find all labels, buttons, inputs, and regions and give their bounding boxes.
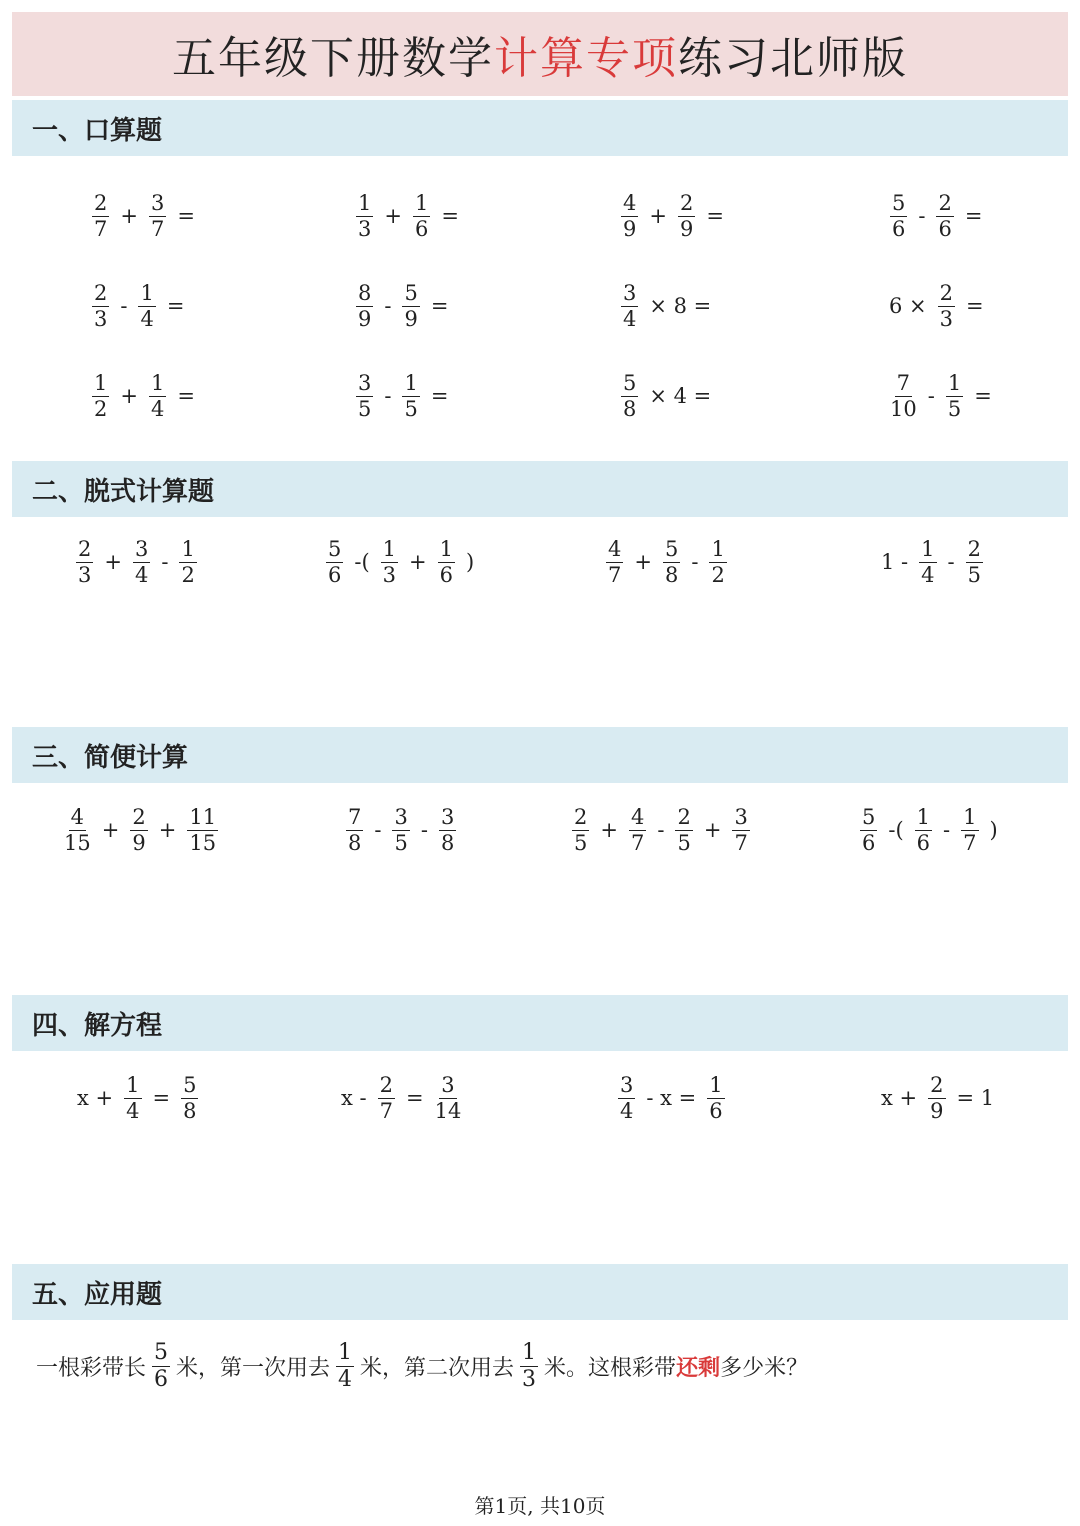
fraction-numerator: 8: [358, 280, 372, 305]
operator: =: [966, 294, 984, 318]
fraction-denominator: 3: [358, 216, 372, 241]
operator: -: [374, 818, 382, 842]
fraction: [378, 1072, 395, 1123]
operator: -: [420, 818, 428, 842]
fraction-denominator: 2: [711, 562, 725, 587]
problem-row: [0, 800, 1080, 860]
operator: × 8 =: [649, 294, 712, 318]
fraction: [356, 370, 373, 421]
fraction: [356, 280, 373, 331]
math-expression: [86, 276, 189, 336]
fraction-denominator: 10: [890, 396, 917, 421]
fraction-numerator: 7: [348, 804, 362, 829]
fraction-numerator: 2: [132, 804, 146, 829]
fraction: [946, 370, 963, 421]
fraction-numerator: 3: [620, 1072, 634, 1097]
operator: =: [430, 384, 449, 408]
fraction: [124, 1072, 141, 1123]
operator: =: [430, 294, 449, 318]
fraction: [961, 804, 978, 855]
operator: +: [384, 204, 402, 228]
fraction-numerator: 4: [70, 804, 85, 829]
problem-text: 米，第一次用去: [176, 1355, 331, 1381]
problem-text: 一根彩带长: [36, 1355, 147, 1381]
operator: -: [927, 384, 935, 408]
operator: × 4 =: [649, 384, 712, 408]
fraction-numerator: 1: [522, 1339, 537, 1365]
fraction: [890, 370, 917, 421]
fraction-denominator: 7: [608, 562, 622, 587]
fraction-denominator: 15: [64, 830, 91, 855]
fraction: [133, 536, 150, 587]
fraction-numerator: 3: [150, 190, 165, 215]
section-header-step: 二、脱式计算题: [12, 461, 1068, 517]
fraction-denominator: 8: [348, 830, 362, 855]
fraction-denominator: 8: [183, 1098, 197, 1123]
math-expression: [612, 1068, 731, 1128]
fraction: [92, 190, 109, 241]
fraction-numerator: 3: [134, 536, 149, 561]
operator: +: [703, 818, 722, 842]
fraction-denominator: 4: [921, 562, 935, 587]
math-expression: [336, 1068, 467, 1128]
fraction-numerator: 5: [623, 370, 637, 395]
fraction-denominator: 7: [94, 216, 108, 241]
fraction-denominator: 5: [574, 830, 588, 855]
operator: -: [691, 550, 699, 574]
operator: -: [161, 550, 169, 574]
fraction: [149, 370, 166, 421]
fraction: [392, 804, 409, 855]
math-expression: [350, 366, 453, 426]
fraction-denominator: 4: [623, 306, 637, 331]
operator: =: [706, 204, 724, 228]
operator: =: [152, 1086, 171, 1110]
fraction: [336, 1339, 354, 1392]
fraction-numerator: 2: [677, 804, 691, 829]
fraction-denominator: 6: [439, 562, 454, 587]
fraction-denominator: 9: [404, 306, 418, 331]
fraction: [860, 804, 877, 855]
math-expression: [615, 366, 716, 426]
math-expression: [340, 800, 462, 860]
fraction-numerator: 3: [440, 804, 455, 829]
operator: 1 -: [881, 550, 909, 574]
fraction: [520, 1339, 538, 1392]
fraction: [439, 804, 456, 855]
fraction: [890, 190, 907, 241]
operator: =: [177, 204, 195, 228]
fraction: [92, 370, 109, 421]
fraction-denominator: 5: [967, 562, 981, 587]
operator: -: [943, 818, 951, 842]
fraction: [181, 1072, 198, 1123]
fraction-numerator: 3: [358, 370, 372, 395]
title-part-1: 五年级下册数学: [172, 33, 494, 84]
math-expression: [70, 532, 203, 592]
fraction-denominator: 6: [892, 216, 906, 241]
math-expression: [600, 532, 733, 592]
fraction: [413, 190, 430, 241]
fraction-numerator: 1: [439, 536, 454, 561]
fraction-denominator: 8: [664, 562, 679, 587]
fraction-numerator: 1: [963, 804, 977, 829]
fraction: [356, 190, 373, 241]
operator: +: [120, 384, 138, 408]
math-expression: [884, 186, 987, 246]
operator: +: [409, 550, 427, 574]
fraction-numerator: 2: [78, 536, 92, 561]
fraction: [130, 804, 147, 855]
problem-text: 米，第二次用去: [360, 1355, 515, 1381]
math-expression: [58, 800, 224, 860]
fraction: [938, 280, 955, 331]
fraction-numerator: 5: [154, 1339, 169, 1365]
fraction-denominator: 6: [154, 1366, 169, 1392]
operator: -: [120, 294, 128, 318]
fraction: [915, 804, 932, 855]
fraction: [179, 536, 196, 587]
problem-text: 米。这根彩带: [544, 1355, 677, 1381]
operator: -: [947, 550, 955, 574]
fraction-denominator: 6: [916, 830, 931, 855]
math-expression: [86, 366, 200, 426]
fraction-numerator: 2: [679, 190, 694, 215]
operator: 6 ×: [889, 294, 927, 318]
fraction-denominator: 3: [78, 562, 92, 587]
fraction-numerator: 5: [862, 804, 876, 829]
fraction-numerator: 5: [328, 536, 342, 561]
fraction: [919, 536, 936, 587]
operator: -(: [354, 550, 370, 574]
fraction-denominator: 9: [358, 306, 372, 331]
fraction-numerator: 3: [394, 804, 408, 829]
fraction-numerator: 1: [414, 190, 429, 215]
fraction-numerator: 1: [150, 370, 165, 395]
fraction-numerator: 11: [189, 804, 217, 829]
operator: =: [406, 1086, 424, 1110]
fraction: [138, 280, 155, 331]
operator: +: [158, 818, 177, 842]
fraction-numerator: 4: [630, 804, 645, 829]
operator: +: [600, 818, 618, 842]
fraction: [606, 536, 623, 587]
fraction-numerator: 1: [338, 1339, 353, 1365]
fraction-denominator: 3: [94, 306, 108, 331]
fraction-numerator: 3: [441, 1072, 455, 1097]
fraction: [402, 280, 419, 331]
title-part-3: 练习北师版: [678, 33, 908, 84]
fraction-numerator: 1: [711, 536, 725, 561]
section-header-simple: 三、简便计算: [12, 727, 1068, 783]
fraction-numerator: 1: [947, 370, 962, 395]
fraction: [434, 1072, 462, 1123]
operator: +: [649, 204, 667, 228]
operator: +: [634, 550, 652, 574]
fraction: [928, 1072, 945, 1123]
fraction-denominator: 3: [939, 306, 954, 331]
problem-row: [0, 366, 1080, 426]
fraction-denominator: 6: [328, 562, 342, 587]
operator: ): [466, 550, 475, 574]
fraction-denominator: 6: [938, 216, 952, 241]
fraction-numerator: 1: [94, 370, 108, 395]
section-header-word-problem: 五、应用题: [12, 1264, 1068, 1320]
fraction-denominator: 2: [181, 562, 195, 587]
math-expression: [854, 800, 1003, 860]
fraction: [936, 190, 953, 241]
problem-row: [0, 532, 1080, 592]
operator: =: [166, 294, 185, 318]
fraction-numerator: 2: [379, 1072, 393, 1097]
fraction-denominator: 5: [358, 396, 372, 421]
operator: -(: [888, 818, 904, 842]
fraction-numerator: 2: [930, 1072, 944, 1097]
math-expression: [566, 800, 756, 860]
fraction-denominator: 7: [379, 1098, 393, 1123]
word-problem: [36, 1336, 808, 1396]
problem-row: [0, 1068, 1080, 1128]
operator: =: [177, 384, 195, 408]
page-footer: 第1页, 共10页: [474, 1494, 606, 1518]
fraction: [381, 536, 398, 587]
fraction-numerator: 5: [892, 190, 906, 215]
fraction-denominator: 6: [709, 1098, 723, 1123]
math-expression: [350, 186, 464, 246]
fraction: [76, 536, 93, 587]
fraction-denominator: 7: [963, 830, 977, 855]
fraction: [64, 804, 91, 855]
fraction-denominator: 2: [94, 396, 108, 421]
fraction: [618, 1072, 635, 1123]
math-expression: [876, 1068, 999, 1128]
fraction: [326, 536, 343, 587]
fraction-denominator: 9: [679, 216, 694, 241]
math-expression: [72, 1068, 204, 1128]
math-expression: [320, 532, 479, 592]
fraction-numerator: 2: [94, 190, 108, 215]
fraction-numerator: 1: [709, 1072, 723, 1097]
fraction: [187, 804, 218, 855]
fraction-numerator: 4: [623, 190, 637, 215]
fraction: [732, 804, 749, 855]
fraction-denominator: 9: [623, 216, 637, 241]
fraction: [966, 536, 983, 587]
math-expression: [876, 532, 989, 592]
fraction: [709, 536, 726, 587]
fraction-numerator: 2: [94, 280, 108, 305]
fraction-numerator: 5: [404, 280, 418, 305]
fraction: [152, 1339, 170, 1392]
fraction-denominator: 9: [930, 1098, 944, 1123]
math-expression: [884, 276, 989, 336]
fraction-numerator: 1: [916, 804, 931, 829]
operator: =: [974, 384, 992, 408]
operator: x +: [77, 1086, 114, 1110]
fraction-numerator: 7: [896, 370, 911, 395]
fraction: [149, 190, 166, 241]
fraction-numerator: 1: [921, 536, 935, 561]
fraction-denominator: 5: [677, 830, 691, 855]
operator: ): [989, 818, 998, 842]
math-expression: [615, 276, 716, 336]
fraction-numerator: 1: [140, 280, 154, 305]
math-expression: [884, 366, 997, 426]
fraction-denominator: 3: [522, 1366, 537, 1392]
fraction-denominator: 4: [140, 306, 154, 331]
fraction: [572, 804, 589, 855]
operator: -: [384, 294, 392, 318]
fraction-denominator: 4: [150, 396, 165, 421]
math-expression: [615, 186, 729, 246]
fraction: [621, 280, 638, 331]
fraction-numerator: 5: [183, 1072, 197, 1097]
operator: x +: [881, 1086, 918, 1110]
fraction-denominator: 7: [150, 216, 165, 241]
fraction-denominator: 8: [623, 396, 637, 421]
fraction-numerator: 1: [382, 536, 397, 561]
fraction-numerator: 1: [181, 536, 195, 561]
fraction-denominator: 4: [338, 1366, 353, 1392]
fraction-denominator: 6: [862, 830, 876, 855]
operator: = 1: [956, 1086, 995, 1110]
fraction-denominator: 8: [440, 830, 455, 855]
fraction: [707, 1072, 724, 1123]
section-header-oral: 一、口算题: [12, 100, 1068, 156]
fraction-numerator: 2: [967, 536, 981, 561]
fraction-numerator: 2: [938, 190, 952, 215]
fraction-denominator: 5: [404, 396, 418, 421]
fraction-numerator: 1: [126, 1072, 140, 1097]
fraction-numerator: 2: [939, 280, 954, 305]
fraction-numerator: 5: [664, 536, 679, 561]
operator: =: [441, 204, 459, 228]
operator: -: [384, 384, 392, 408]
highlight-text: 还剩: [676, 1355, 721, 1381]
fraction-denominator: 14: [434, 1098, 462, 1123]
section-header-equations: 四、解方程: [12, 995, 1068, 1051]
math-expression: [86, 186, 200, 246]
problem-text: 多少米？: [720, 1355, 809, 1381]
operator: =: [964, 204, 983, 228]
fraction: [629, 804, 646, 855]
title-highlight: 计算专项: [494, 33, 678, 84]
fraction-numerator: 2: [574, 804, 588, 829]
operator: +: [101, 818, 120, 842]
fraction: [438, 536, 455, 587]
fraction-denominator: 4: [126, 1098, 140, 1123]
fraction-numerator: 3: [734, 804, 748, 829]
fraction-numerator: 3: [623, 280, 637, 305]
math-expression: [350, 276, 453, 336]
fraction-denominator: 7: [734, 830, 748, 855]
operator: +: [120, 204, 138, 228]
fraction-numerator: 1: [404, 370, 418, 395]
fraction-numerator: 4: [608, 536, 622, 561]
operator: -: [657, 818, 665, 842]
page-title: [12, 12, 1068, 96]
fraction-denominator: 5: [394, 830, 408, 855]
operator: x -: [341, 1086, 367, 1110]
fraction: [621, 370, 638, 421]
fraction-denominator: 3: [382, 562, 397, 587]
fraction-denominator: 9: [132, 830, 146, 855]
fraction-denominator: 7: [630, 830, 645, 855]
fraction: [663, 536, 680, 587]
fraction-denominator: 4: [134, 562, 149, 587]
operator: -: [918, 204, 926, 228]
fraction: [92, 280, 109, 331]
fraction-denominator: 4: [620, 1098, 634, 1123]
fraction: [346, 804, 363, 855]
fraction: [678, 190, 695, 241]
fraction: [402, 370, 419, 421]
fraction-denominator: 6: [414, 216, 429, 241]
fraction-numerator: 1: [358, 190, 372, 215]
operator: +: [104, 550, 122, 574]
fraction-denominator: 15: [189, 830, 217, 855]
problem-row: [0, 276, 1080, 336]
problem-row: [0, 186, 1080, 246]
operator: - x =: [646, 1086, 697, 1110]
fraction: [621, 190, 638, 241]
fraction: [675, 804, 692, 855]
fraction-denominator: 5: [947, 396, 962, 421]
